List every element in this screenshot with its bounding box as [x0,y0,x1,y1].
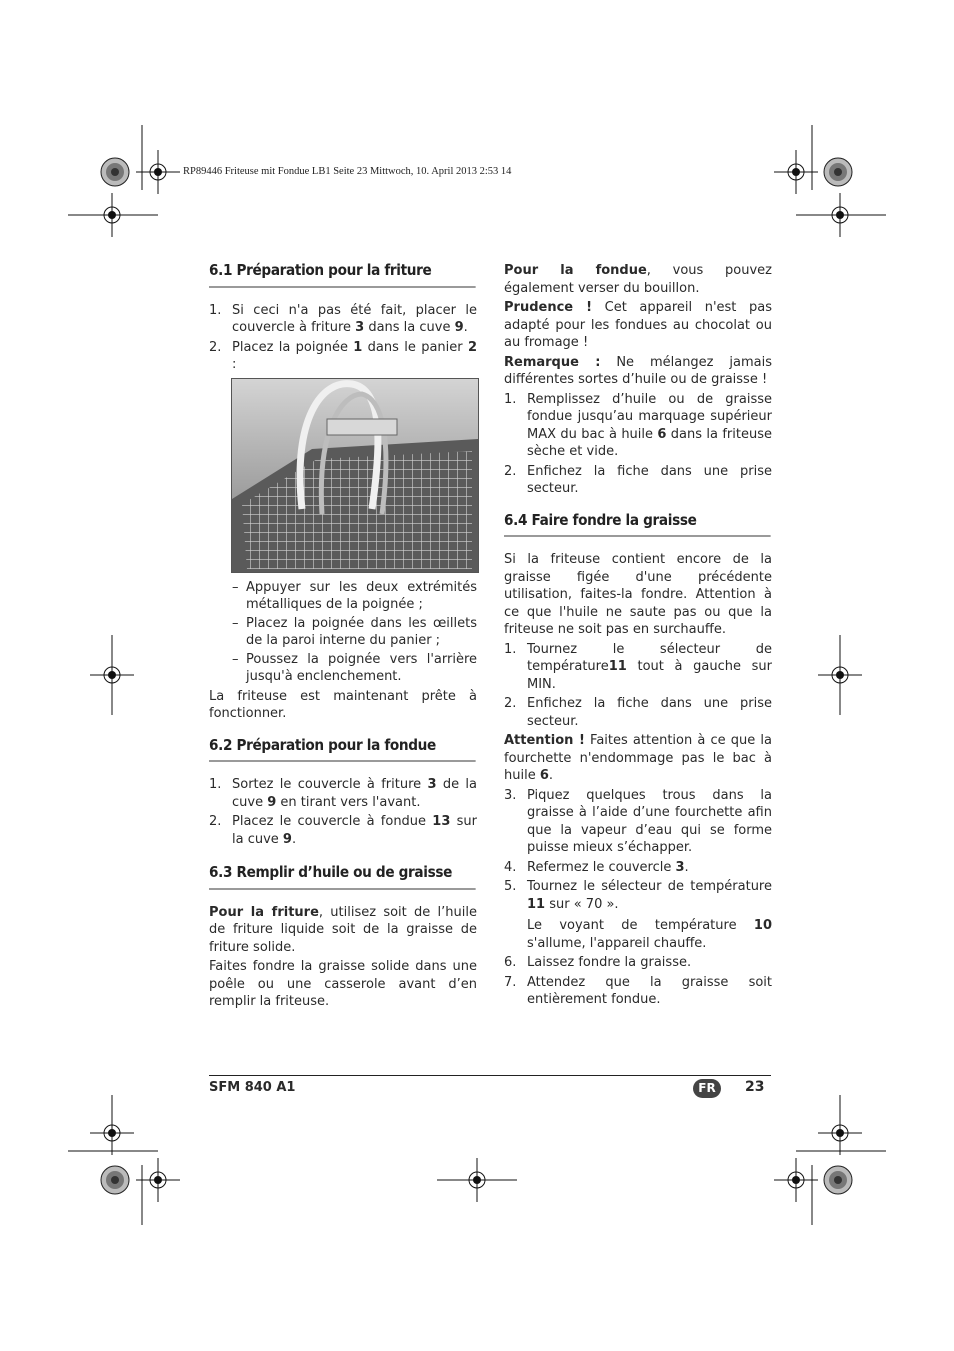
list-item: 3. Piquez quelques trous dans la graisse à l’aide d’une fourchette afin que la vapeur d’eau qui se forme puisse mieux s’échapper. [504,787,772,855]
paragraph: La friteuse est maintenant prête à fonctionner. [209,688,477,721]
list-6-2 [209,776,477,848]
list-item: – Appuyer sur les deux extrémités métalliques de la poignée ; [232,579,477,612]
list-item: 1. Si ceci n'a pas été fait, placer le couvercle à friture 3 dans la cuve 9. [209,302,477,335]
dash-list [209,579,477,686]
list-item: 7. Attendez que la graisse soit entièrement fondue. [504,974,772,1007]
list-6-4a [504,641,772,731]
section-title-6-1: 6.1 Préparation pour la friture [209,262,475,288]
print-slug: RP89446 Friteuse mit Fondue LB1 Seite 23 Mittwoch, 10. April 2013 2:53 14 [183,166,512,177]
list-item: 5. Tournez le sélecteur de température 11 sur « 70 ». Le voyant de température 10 s'allume, l'appareil chauffe. [504,879,772,951]
burst-mark [101,158,129,186]
list-item: – Placez la poignée dans les œillets de la paroi interne du panier ; [232,615,477,648]
paragraph: Attention ! Faites attention à ce que la fourchette n'endommage pas le bac à huile 6. [504,733,772,783]
list-item: 2. Enfichez la fiche dans une prise secteur. [504,463,772,496]
list-item: 2. Placez le couvercle à fondue 13 sur la cuve 9. [209,814,477,847]
paragraph: Faites fondre la graisse solide dans une poêle ou une casserole avant d’en remplir la friteuse. [209,959,477,1009]
section-title-6-4: 6.4 Faire fondre la graisse [504,512,770,538]
list-6-4b [504,787,772,1009]
paragraph: Pour la friture, utilisez soit de l’huile de friture liquide soit de la graisse de friture solide. [209,904,477,955]
footer-rule [209,1075,771,1076]
paragraph: Prudence ! Cet appareil n'est pas adapté pour les fondues au chocolat ou au fromage ! [504,300,772,350]
list-item: 2. Enfichez la fiche dans une prise secteur. [504,696,772,729]
section-title-6-2: 6.2 Préparation pour la fondue [209,737,475,763]
paragraph: Si la friteuse contient encore de la graisse figée d'une précédente utilisation, faites-la fondre. Attention à ce que l'huile ne saute pas ou que la friteuse ne soit pas en surchauffe. [504,552,772,637]
list-item: 1. Sortez le couvercle à friture 3 de la cuve 9 en tirant vers l'avant. [209,777,478,810]
list-fill [504,391,772,498]
list-item: 2. Placez la poignée 1 dans le panier 2 : [209,339,477,372]
list-6-1 [209,302,477,374]
paragraph: Pour la fondue, vous pouvez également verser du bouillon. [504,263,772,296]
section-title-6-3: 6.3 Remplir d’huile ou de graisse [209,864,475,890]
list-item: 1. Tournez le sélecteur de température11 tout à gauche sur MIN. [504,641,772,692]
paragraph: Remarque : Ne mélangez jamais différentes sortes d’huile ou de graisse ! [504,354,772,387]
model-number: SFM 840 A1 [209,1080,296,1095]
list-item: 4. Refermez le couvercle 3. [504,859,689,875]
list-item: – Poussez la poignée vers l'arrière jusqu'à enclenchement. [232,651,477,684]
page-number: 23 [745,1079,765,1095]
list-item: 1. Remplissez d’huile ou de graisse fondue jusqu’au marquage supérieur MAX du bac à huile 6 dans la friteuse sèche et vide. [504,391,772,459]
list-item: 6. Laissez fondre la graisse. [504,955,692,970]
right-column [504,262,772,1011]
language-badge: FR [693,1079,721,1098]
basket-handle-photo [231,378,479,573]
left-column [209,262,477,1013]
